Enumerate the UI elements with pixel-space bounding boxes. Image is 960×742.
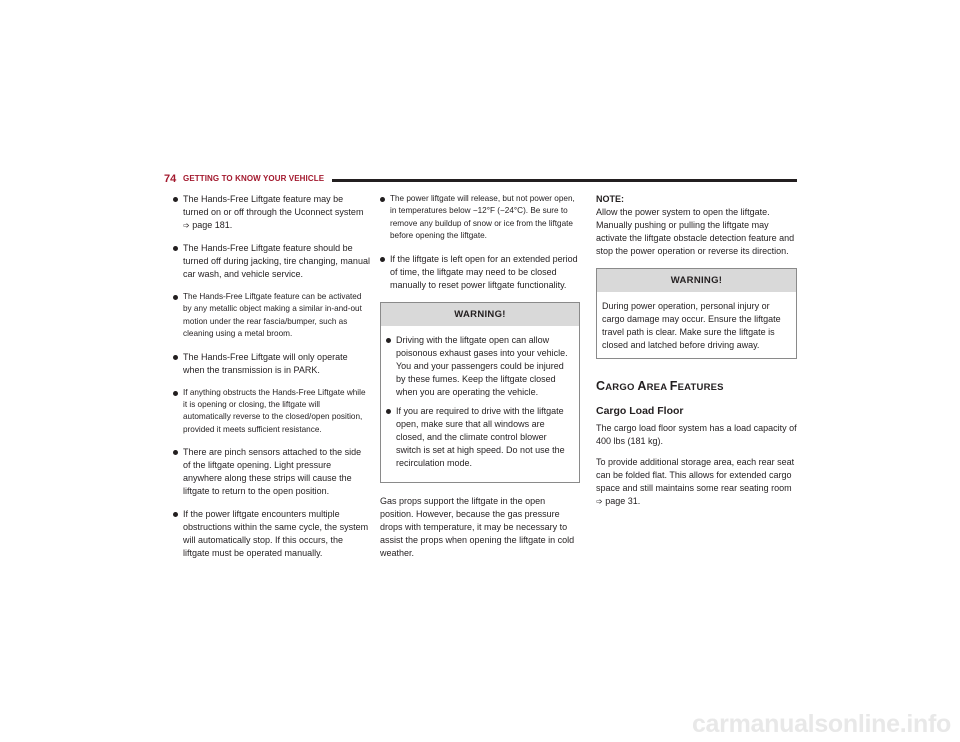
subheading-cargo-load-floor: Cargo Load Floor <box>596 405 684 417</box>
page-header <box>164 171 797 187</box>
note-text: Allow the power system to open the liftgate. Manually pushing or pulling the liftgate may activate the liftgate obstacle detection feature and stop the power operation or reverse its direction. <box>596 207 795 256</box>
column-middle <box>380 193 580 568</box>
watermark-logo: carmanualsonline.info <box>691 710 951 738</box>
bullet-multiple-obstructions: If the power liftgate encounters multiple obstructions within the same cycle, the system will automatically stop. If this occurs, the liftgate must be operated manually. <box>173 508 370 560</box>
heading-part: EATURES <box>677 382 724 393</box>
storage-paragraph <box>596 456 797 508</box>
xref-arrow-icon: ➩ <box>596 497 603 506</box>
page-number: 74 <box>164 173 177 185</box>
header-rule <box>332 179 797 182</box>
warning-text: During power operation, personal injury or cargo damage may occur. Ensure the liftgate travel path is clear. Make sure the liftgate is closed and latched before driving away. <box>602 301 781 350</box>
storage-text: To provide additional storage area, each rear seat can be folded flat. This allows for extended cargo space and still maintains some rear seating room <box>596 457 795 493</box>
heading-part: F <box>669 379 678 393</box>
gas-props-paragraph: Gas props support the liftgate in the open position. However, because the gas pressure drops with temperature, it may be necessary to assist the props when opening the liftgate in cold weather. <box>380 495 575 558</box>
heading-part: REA <box>646 382 670 393</box>
page-xref-link[interactable]: page 31. <box>605 496 641 506</box>
load-capacity-paragraph: The cargo load floor system has a load capacity of 400 lbs (181 kg). <box>596 423 797 446</box>
heading-part: ARGO <box>605 382 638 393</box>
bullet-extended-open: If the liftgate is left open for an extended period of time, the liftgate may need to be closed manually to reset power liftgate functionality. <box>380 253 580 292</box>
bullet-text: The Hands-Free Liftgate feature may be turned on or off through the Uconnect system <box>183 194 364 217</box>
bullet-temperature: The power liftgate will release, but not power open, in temperatures below −12°F (−24°C). Be sure to remove any buildup of snow or ice from the liftgate before opening the liftgate. <box>380 193 580 243</box>
section-title: GETTING TO KNOW YOUR VEHICLE <box>183 174 325 183</box>
warning-box-exhaust <box>380 302 580 483</box>
xref-arrow-icon: ➩ <box>183 221 190 230</box>
bullet-obstruction: If anything obstructs the Hands-Free Liftgate while it is opening or closing, the liftgate will automatically reverse to the closed/open position, provided it meets sufficient resistance. <box>173 387 370 437</box>
column-left <box>173 193 370 570</box>
note-block <box>596 193 797 258</box>
bullet-pinch-sensors: There are pinch sensors attached to the side of the liftgate opening. Light pressure anywhere along these strips will cause the liftgate to return to the open position. <box>173 446 370 498</box>
warning-title: WARNING! <box>381 303 579 326</box>
column-right <box>596 193 797 516</box>
bullet-uconnect <box>173 193 370 232</box>
warning-title: WARNING! <box>597 269 796 292</box>
heading-part: A <box>637 379 647 393</box>
section-heading-cargo-area <box>596 379 797 395</box>
note-label: NOTE: <box>596 194 624 204</box>
warning-bullet-windows: If you are required to drive with the liftgate open, make sure that all windows are closed, and the climate control blower switch is set at high speed. Do not use the recirculation mode. <box>386 405 574 470</box>
warning-body <box>381 326 579 482</box>
bullet-metallic-object: The Hands-Free Liftgate feature can be activated by any metallic object making a similar in-and-out motion under the rear fascia/bumper, such as cleaning using a metal broom. <box>173 291 370 341</box>
heading-part: C <box>596 379 606 393</box>
bullet-park: The Hands-Free Liftgate will only operate when the transmission is in PARK. <box>173 351 370 377</box>
warning-bullet-exhaust: Driving with the liftgate open can allow poisonous exhaust gases into your vehicle. You and your passengers could be injured by these fumes. Keep the liftgate closed when you are operating the vehicle. <box>386 334 574 399</box>
warning-box-power-operation <box>596 268 797 359</box>
warning-body <box>597 292 796 358</box>
bullet-turn-off: The Hands-Free Liftgate feature should be turned off during jacking, tire changing, manual car wash, and vehicle service. <box>173 242 370 281</box>
page-xref-link[interactable]: page 181. <box>192 220 233 230</box>
